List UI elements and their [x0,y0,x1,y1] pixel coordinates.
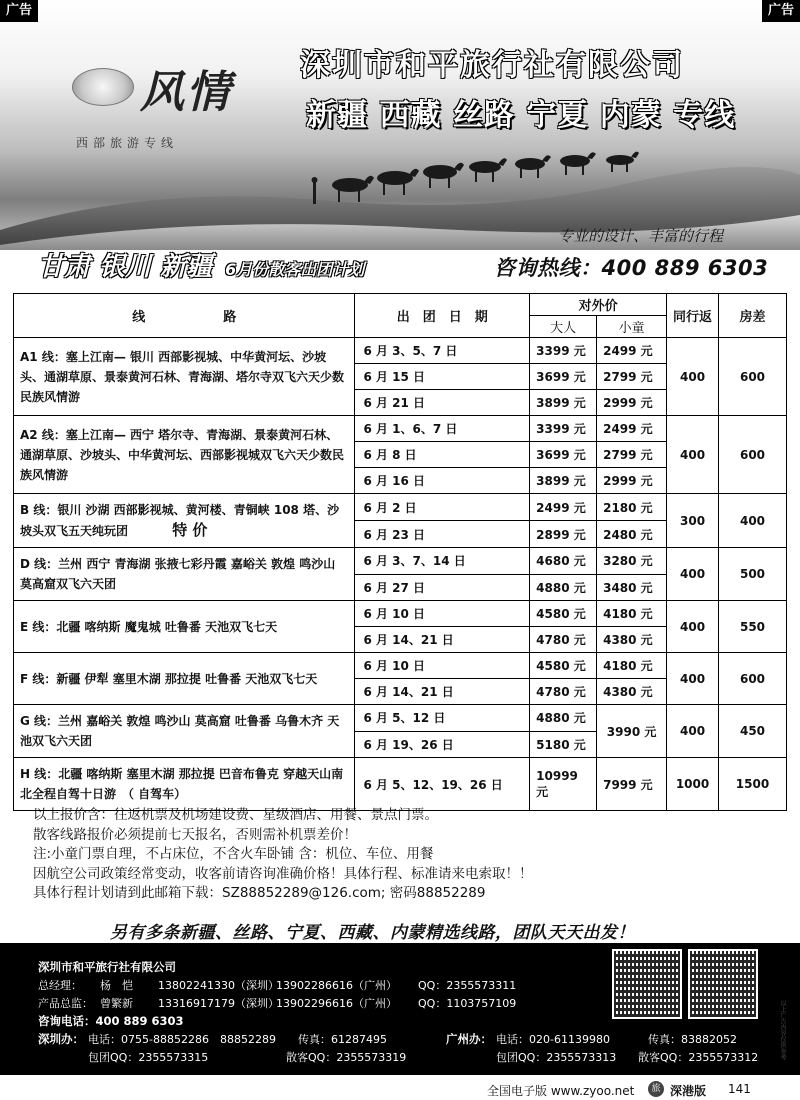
date-cell: 6 月 2 日 [355,494,530,521]
adult-price: 3399 元 [530,338,597,364]
adult-price: 3399 元 [530,416,597,442]
special-price-label: 特 价 [172,521,208,539]
gz-bao-qq: 包团QQ：2355573313 [496,1051,617,1064]
room-cell: 600 [719,338,787,416]
adult-price: 4680 元 [530,548,597,575]
date-cell: 6 月 14、21 日 [355,627,530,653]
table-row [14,705,787,732]
room-cell: 450 [719,705,787,758]
rebate-cell: 400 [667,653,719,705]
child-price: 4380 元 [597,679,667,705]
adult-price: 4780 元 [530,627,597,653]
adult-price: 5180 元 [530,731,597,758]
qr-code-wechat [612,949,682,1019]
table-row [14,601,787,627]
header-child: 小童 [597,316,667,338]
child-price: 7999 元 [597,758,667,811]
side-disclaimer: 以上广告内容仅供参考 [779,1000,786,1060]
room-cell: 600 [719,653,787,705]
child-price: 4180 元 [597,601,667,627]
route-a1: A1 线：塞上江南— 银川 西部影视城、中华黄河坛、沙坡头、通湖草原、景泰黄河石林、青海湖、塔尔寺双飞六天少数民族风情游 [14,338,355,416]
table-row [14,416,787,442]
route-title: 新疆 西藏 丝路 宁夏 内蒙 专线 [306,98,736,133]
pm-qq: QQ：1103757109 [418,997,517,1010]
slogan: 专业的设计、丰富的行程 [558,227,724,245]
logo-sun-emblem [72,68,134,106]
adult-price: 4580 元 [530,601,597,627]
child-price: 4180 元 [597,653,667,679]
plan-title-text: 甘肃 银川 新疆 [38,252,213,282]
date-cell: 6 月 21 日 [355,390,530,416]
note-line: 以上报价含：往返机票及机场建设费、星级酒店、用餐、景点门票。 [33,807,438,823]
table-row [14,338,787,364]
pm-name: 曾繁新 [100,997,133,1010]
room-cell: 400 [719,494,787,548]
child-price: 2799 元 [597,442,667,468]
room-cell: 500 [719,548,787,601]
child-price: 2499 元 [597,338,667,364]
pm-label: 产品总监： [38,997,93,1010]
rebate-cell: 400 [667,601,719,653]
header-price: 对外价 [530,294,667,316]
rebate-cell: 400 [667,416,719,494]
child-price: 3280 元 [597,548,667,575]
pm-phone-gz: 13902296616（广州） [276,997,397,1010]
note-line: 因航空公司政策经常变动，收客前请咨询准确价格！具体行程、标准请来电索取！！ [33,865,533,882]
qr-code-site [688,949,758,1019]
note-line: 散客线路报价必须提前七天报名，否则需补机票差价！ [33,826,357,843]
note-line: 注:小童门票自理，不占床位，不含火车卧铺 含：机位、车位、用餐 [33,846,434,862]
header-banner [0,0,800,250]
pm-phone-sz: 13316917179（深圳） [158,997,279,1010]
adult-price: 4880 元 [530,705,597,732]
route-e: E 线：北疆 喀纳斯 魔鬼城 吐鲁番 天池双飞七天 [14,601,355,653]
date-cell: 6 月 15 日 [355,364,530,390]
header-adult: 大人 [530,316,597,338]
ad-label-left: 广告 [0,0,38,22]
gz-san-qq: 散客QQ：2355573312 [638,1051,759,1064]
child-price: 2999 元 [597,468,667,494]
footer-consult: 咨询电话：400 889 6303 [38,1014,184,1028]
gm-label: 总经理： [38,979,82,992]
gz-phone: 电话：020-61139980 [496,1033,610,1046]
adult-price: 2899 元 [530,521,597,548]
child-price: 4380 元 [597,627,667,653]
child-price: 2999 元 [597,390,667,416]
more-routes-banner: 另有多条新疆、丝路、宁夏、西藏、内蒙精选线路，团队天天出发！ [110,923,635,943]
gm-qq: QQ：2355573311 [418,979,517,992]
adult-price: 3699 元 [530,364,597,390]
child-price: 2480 元 [597,521,667,548]
site-url[interactable]: 全国电子版 www.zyoo.net [487,1084,635,1098]
date-cell: 6 月 10 日 [355,601,530,627]
sz-fax: 传真：61287495 [298,1033,387,1046]
price-table [13,293,787,811]
adult-price: 4880 元 [530,574,597,601]
room-cell: 600 [719,416,787,494]
adult-price: 3899 元 [530,390,597,416]
page-footer [0,1080,800,1100]
edition-label: 深港版 [670,1084,707,1098]
date-cell: 6 月 27 日 [355,574,530,601]
table-row [14,758,787,811]
company-title: 深圳市和平旅行社有限公司 [300,48,684,83]
date-cell: 6 月 5、12 日 [355,705,530,732]
rebate-cell: 400 [667,705,719,758]
sz-bao-qq: 包团QQ：2355573315 [88,1051,209,1064]
header-route: 线 路 [14,294,355,338]
date-cell: 6 月 23 日 [355,521,530,548]
route-g: G 线：兰州 嘉峪关 敦煌 鸣沙山 莫高窟 吐鲁番 乌鲁木齐 天池双飞六天团 [14,705,355,758]
rebate-cell: 1000 [667,758,719,811]
footer-company: 深圳市和平旅行社有限公司 [38,960,176,974]
sz-phone: 电话：0755-88852286 88852289 [88,1033,276,1046]
rebate-cell: 400 [667,548,719,601]
plan-title [38,246,364,283]
gz-office-label: 广州办： [446,1032,492,1046]
brand-badge-icon: 旅 [648,1081,664,1097]
notes [33,806,533,904]
route-a2: A2 线：塞上江南— 西宁 塔尔寺、青海湖、景泰黄河石林、通湖草原、沙坡头、中华黄河坛、西部影视城双飞六天少数民族风情游 [14,416,355,494]
contact-footer [0,943,800,1075]
date-cell: 6 月 19、26 日 [355,731,530,758]
date-cell: 6 月 10 日 [355,653,530,679]
gz-fax: 传真：83882052 [648,1033,737,1046]
child-price: 2180 元 [597,494,667,521]
table-row [14,548,787,575]
gm-phone-gz: 13902286616（广州） [276,979,397,992]
date-cell: 6 月 5、12、19、26 日 [355,758,530,811]
child-price: 2499 元 [597,416,667,442]
adult-price: 4780 元 [530,679,597,705]
header-room: 房差 [719,294,787,338]
sz-office-label: 深圳办： [38,1032,84,1046]
adult-price: 3899 元 [530,468,597,494]
route-f: F 线：新疆 伊犁 塞里木湖 那拉提 吐鲁番 天池双飞七天 [14,653,355,705]
gm-phone-sz: 13802241330（深圳） [158,979,279,992]
room-cell: 1500 [719,758,787,811]
header-rebate: 同行返 [667,294,719,338]
route-b [14,494,355,548]
adult-price: 2499 元 [530,494,597,521]
route-d: D 线：兰州 西宁 青海湖 张掖七彩丹霞 嘉峪关 敦煌 鸣沙山 莫高窟双飞六天团 [14,548,355,601]
date-cell: 6 月 16 日 [355,468,530,494]
page-number: 141 [728,1082,751,1096]
adult-price: 3699 元 [530,442,597,468]
logo-text: 风情 [140,67,232,118]
route-b-text: B 线：银川 沙湖 西部影视城、黄河楼、青铜峡 108 塔、沙坡头双飞五天纯玩团 [20,503,340,538]
date-cell: 6 月 1、6、7 日 [355,416,530,442]
date-cell: 6 月 3、7、14 日 [355,548,530,575]
plan-subtitle: 6月份散客出团计划 [225,260,365,279]
date-cell: 6 月 8 日 [355,442,530,468]
route-h: H 线：北疆 喀纳斯 塞里木湖 那拉提 巴音布鲁克 穿越天山南北全程自驾十日游 （ 自驾车） [14,758,355,811]
adult-price: 4580 元 [530,653,597,679]
hotline: 咨询热线：400 889 6303 [494,256,769,280]
ad-label-right: 广告 [762,0,800,22]
child-price: 2799 元 [597,364,667,390]
room-cell: 550 [719,601,787,653]
rebate-cell: 400 [667,338,719,416]
date-cell: 6 月 14、21 日 [355,679,530,705]
table-row [14,494,787,521]
header-date: 出 团 日 期 [355,294,530,338]
table-row [14,653,787,679]
note-line: 具体行程计划请到此邮箱下载：SZ88852289@126.com; 密码88852289 [33,885,486,901]
sz-san-qq: 散客QQ：2355573319 [286,1051,407,1064]
date-cell: 6 月 3、5、7 日 [355,338,530,364]
rebate-cell: 300 [667,494,719,548]
child-price: 3480 元 [597,574,667,601]
child-price: 3990 元 [597,705,667,758]
gm-name: 杨 恺 [100,979,133,992]
logo-subtitle: 西部旅游专线 [76,136,179,150]
adult-price: 10999 元 [530,758,597,811]
